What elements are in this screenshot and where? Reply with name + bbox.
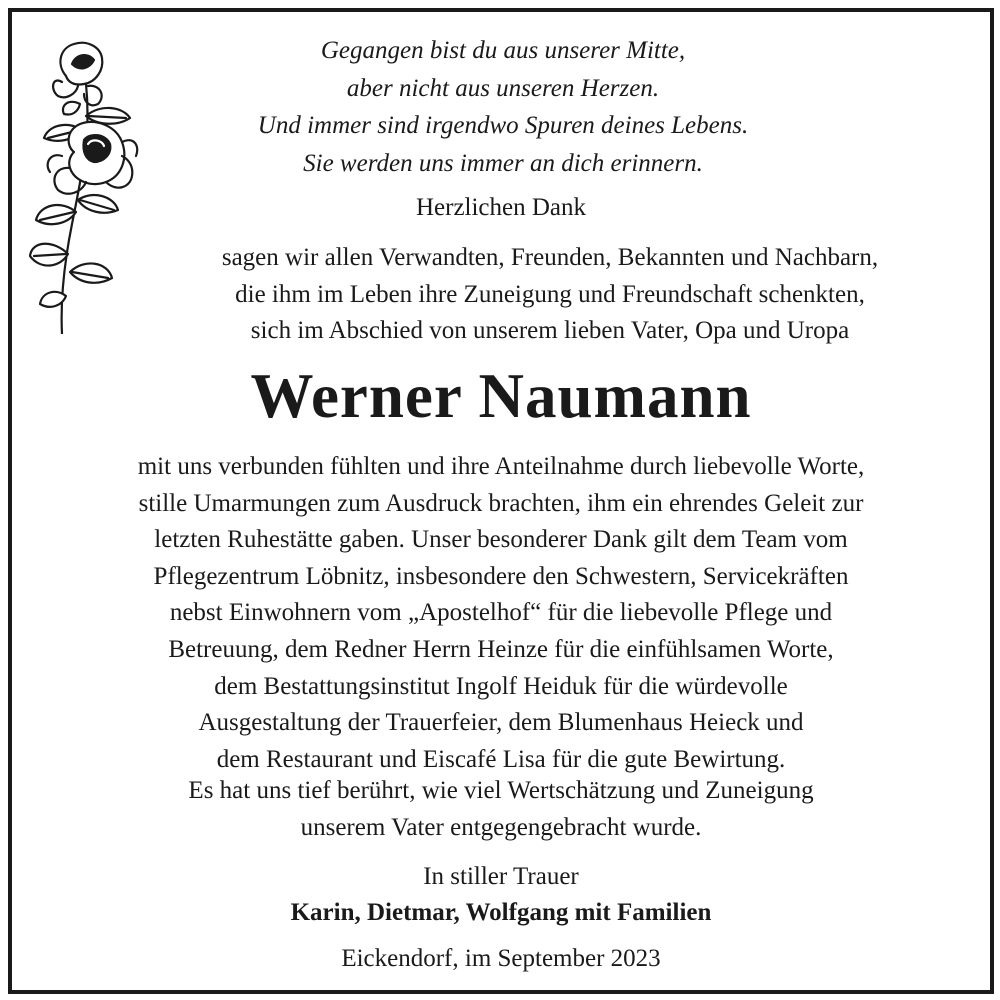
body-line: dem Bestattungsinstitut Ingolf Heiduk für die würdevolle	[214, 672, 788, 700]
body-line: Betreuung, dem Redner Herrn Heinze für die einfühlsamen Worte,	[168, 635, 834, 663]
signature-block	[12, 859, 990, 931]
poem-line: Und immer sind irgendwo Spuren deines Lebens.	[257, 112, 749, 139]
poem-line: Sie werden uns immer an dich erinnern.	[303, 149, 703, 177]
deceased-name: Werner Naumann	[250, 361, 752, 431]
closing-line: unserem Vater entgegengebracht wurde.	[300, 813, 702, 841]
body-line: Ausgestaltung der Trauerfeier, dem Blumenhaus Heieck und	[198, 709, 804, 737]
intro-line: sagen wir allen Verwandten, Freunden, Bekannten und Nachbarn,	[221, 244, 879, 271]
intro-line: die ihm im Leben ihre Zuneigung und Freundschaft schenkten,	[235, 280, 865, 308]
body-text	[12, 449, 990, 778]
place-date: Eickendorf, im September 2023	[341, 945, 661, 972]
intro-text	[12, 240, 990, 350]
memorial-poem	[12, 32, 990, 182]
signature-intro: In stiller Trauer	[423, 863, 579, 890]
body-line: nebst Einwohnern vom „Apostelhof“ für die liebevolle Pflege und	[169, 599, 833, 627]
body-line: stille Umarmungen zum Ausdruck brachten, ihm ein ehrendes Geleit zur	[138, 489, 864, 517]
body-line: letzten Ruhestätte gaben. Unser besonderer Dank gilt dem Team vom	[154, 526, 848, 554]
closing-line: Es hat uns tief berührt, wie viel Wertschätzung und Zuneigung	[188, 777, 814, 804]
obituary-notice	[8, 8, 994, 994]
poem-line: Gegangen bist du aus unserer Mitte,	[320, 37, 686, 64]
body-line: mit uns verbunden fühlten und ihre Anteilnahme durch liebevolle Worte,	[137, 453, 865, 480]
body-line: dem Restaurant und Eiscafé Lisa für die gute Bewirtung.	[216, 745, 786, 773]
body-line: Pflegezentrum Löbnitz, insbesondere den Schwestern, Servicekräften	[153, 562, 849, 590]
signature-names: Karin, Dietmar, Wolfgang mit Familien	[290, 899, 712, 926]
thanks-heading: Herzlichen Dank	[415, 194, 587, 221]
intro-line: sich im Abschied von unserem lieben Vater, Opa und Uropa	[250, 317, 850, 344]
closing-text	[12, 773, 990, 846]
poem-line: aber nicht aus unseren Herzen.	[346, 74, 660, 102]
